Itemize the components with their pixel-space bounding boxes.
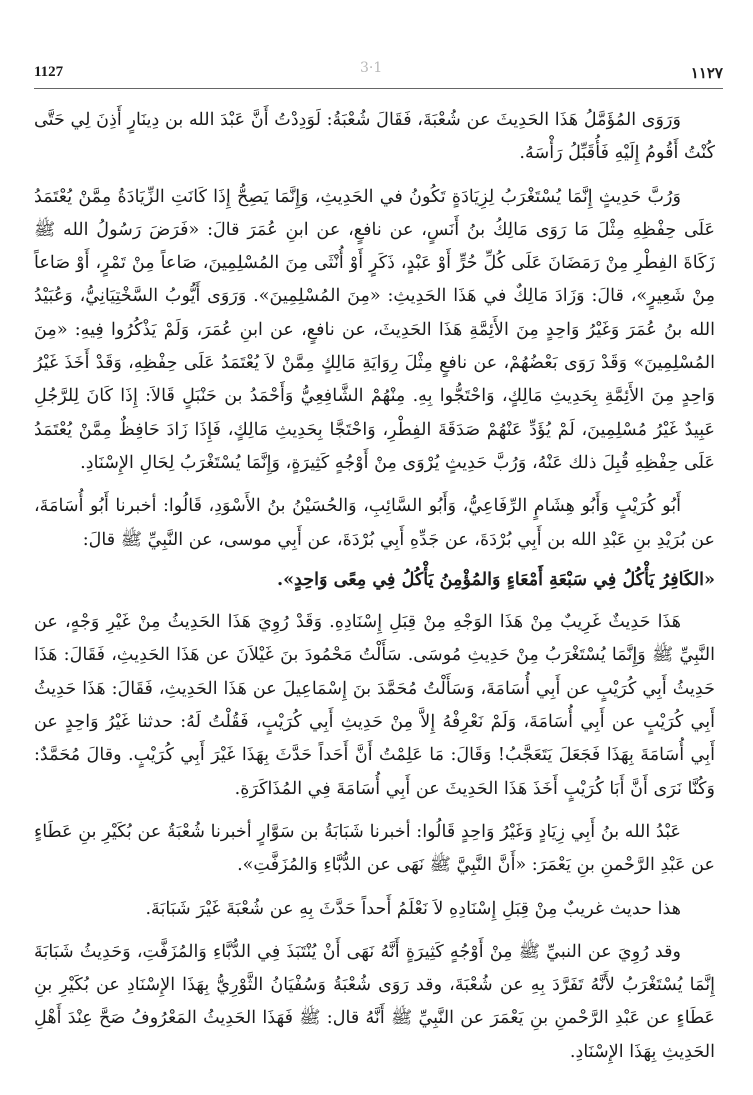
center-mark: 3·1	[360, 60, 383, 76]
paragraph-isnad-abu-kurayb: أَبُو كُرَيْبٍ وَأَبُو هِشَامٍ الرِّفَاعِيُّ، وَأَبُو السَّائِبِ، وَالحُسَيْنُ بنُ الأَسْوَدِ، قَالُوا: أخبرنا أَبُو أُسَامَةَ، عن بُرَيْدِ بنِ عَبْدِ الله بن أَبِي بُرْدَةَ، عن جَدِّهِ أَبِي بُرْدَةَ، عن أَبِي موسى، عن النَّبِيِّ ﷺ قالَ:	[34, 496, 715, 550]
paragraph-gharib-shababa: هذا حديث غريبٌ مِنْ قِبَلِ إِسْنَادِهِ لاَ نَعْلَمُ أَحداً حَدَّثَ بِهِ عن شُعْبَةَ غَيْرَ شَبَابَةَ.	[145, 898, 681, 919]
paragraph-isnad-shababa: عَبْدُ الله بنُ أَبِي زِيَادٍ وَغَيْرُ وَاحِدٍ قَالُوا: أخبرنا شَبَابَةُ بن سَوَّارٍ أخبرنا شُعْبَةُ عن بُكَيْرِ بنِ عَطَاءٍ عن عَبْدِ الرَّحْمنِ بنِ يَعْمَرَ: «أَنَّ النَّبِيَّ ﷺ نَهَى عن الدُّبَّاءِ وَالمُزَفَّتِ».	[34, 821, 715, 876]
paragraph-gharib-commentary: هَذَا حَدِيثٌ غَرِيبٌ مِنْ هَذَا الوَجْهِ مِنْ قِبَلِ إِسْنَادِهِ. وَقَدْ رُوِيَ هَذَا الحَدِيثُ مِنْ غَيْرِ وَجْهٍ، عن النَّبِيِّ ﷺ وَإِنَّمَا يُسْتَغْرَبُ مِنْ حَدِيثِ مُوسَى. سَأَلْتُ مَحْمُودَ بنَ غَيْلاَنَ عن هَذَا الحَدِيثِ، فَقَالَ: هَذَا حَدِيثُ أَبِي كُرَيْبٍ عن أَبِي أُسَامَةَ، وَسَأَلْتُ مُحَمَّدَ بنَ إِسْمَاعِيلَ عن هَذَا الحَدِيثِ، فَقَالَ: هَذَا حَدِيثُ أَبِي كُرَيْبٍ عن أَبِي أُسَامَةَ، وَلَمْ نَعْرِفْهُ إِلاَّ مِنْ حَدِيثِ أَبِي كُرَيْبٍ، فَقُلْتُ لَهُ: حدثنا غَيْرُ وَاحِدٍ عن أَبِي أُسَامَةَ بِهَذَا فَجَعَلَ يَتَعَجَّبُ! وَقَالَ: مَا عَلِمْتُ أَنَّ أَحَداً حَدَّثَ بِهَذَا غَيْرَ أَبِي كُرَيْبٍ. وقالَ مُحَمَّدٌ: وَكُنَّا نَرَى أَنَّ أَبَا كُرَيْبٍ أَخَذَ هَذَا الحَدِيثَ عن أَبِي أُسَامَةَ فِي المُذَاكَرَةِ.	[34, 612, 715, 799]
page-number-latin: 1127	[34, 64, 64, 80]
body-text	[34, 104, 715, 1079]
hadith-matn-seven-intestines: «الكَافِرُ يَأْكُلُ فِي سَبْعَةِ أَمْعَاءٍ وَالمُؤْمِنُ يَأْكُلُ فِي مِعًى وَاحِدٍ».	[276, 568, 715, 590]
page-number-arabic: ١١٢٧	[690, 64, 723, 82]
paragraph-dubba-muzaffat: وقد رُوِيَ عن النبيِّ ﷺ مِنْ أَوْجُهٍ كَثِيرَةٍ أَنَّهُ نَهَى أَنْ يُنْتَبَذَ فِي الدُّبَّاءِ وَالمُزَفَّتِ، وَحَدِيثُ شَبَابَةَ إِنَّمَا يُسْتَغْرَبُ لأَنَّهُ تَفَرَّدَ بِهِ عن شُعْبَةَ، وقد رَوَى شُعْبَةُ وَسُفْيَانُ الثَّوْرِيُّ بِهَذَا الإِسْنَادِ عن بُكَيْرِ بنِ عَطَاءٍ عن عَبْدِ الرَّحْمنِ بنِ يَعْمَرَ عن النَّبِيِّ ﷺ أَنَّهُ قال: ﷺ فَهَذَا الحَدِيثُ المَعْرُوفُ صَحَّ عِنْدَ أَهْلِ الحَدِيثِ بِهَذَا الإِسْنَادِ.	[34, 941, 715, 1062]
header-rule	[34, 88, 723, 89]
paragraph-muammal: وَرَوَى المُؤَمَّلُ هَذَا الحَدِيثَ عن شُعْبَةَ، فَقَالَ شُعْبَةُ: لَوَدِدْتُ أَنَّ عَبْدَ الله بن دِينَارٍ أَذِنَ لِي حَتَّى كُنْتُ أَقُومُ إِلَيْهِ فَأُقَبِّلُ رَأْسَهُ.	[34, 110, 715, 164]
paragraph-ziyada: وَرُبَّ حَدِيثٍ إِنَّمَا يُسْتَغْرَبُ لِزِيَادَةٍ تَكُونُ في الحَدِيثِ، وَإِنَّمَا يَصِحُّ إِذَا كَانَتِ الزِّيَادَةُ مِمَّنْ يُعْتَمَدُ عَلَى حِفْظِهِ مِثْلَ مَا رَوَى مَالِكُ بنُ أَنَسٍ، عن نافعٍ، عن ابنِ عُمَرَ قالَ: «فَرَضَ رَسُولُ الله ﷺ زَكَاةَ الفِطْرِ مِنْ رَمَضَانَ عَلَى كُلِّ حُرٍّ أَوْ عَبْدٍ، ذَكَرٍ أَوْ أُنْثَى مِنَ المُسْلِمِينَ، صَاعاً مِنْ تَمْرٍ، أَوْ صَاعاً مِنْ شَعِيرٍ»، قالَ: وَزَادَ مَالِكٌ في هَذَا الحَدِيثِ: «مِنَ المُسْلِمِينَ». وَرَوَى أَيُّوبُ السَّخْتِيَانِيُّ، وَعُبَيْدُ الله بنُ عُمَرَ وَغَيْرُ وَاحِدٍ مِنَ الأَئِمَّةِ هَذَا الحَدِيثَ، عن نافعٍ، عن ابنِ عُمَرَ، وَلَمْ يَذْكُرُوا فِيهِ: «مِنَ المُسْلِمِينَ» وَقَدْ رَوَى بَعْضُهُمْ، عن نافعٍ مِثْلَ رِوَايَةِ مَالِكٍ مِمَّنْ لاَ يُعْتَمَدُ عَلَى حِفْظِهِ، وَقَدْ أَخَذَ غَيْرُ وَاحِدٍ مِنَ الأَئِمَّةِ بِحَدِيثِ مَالِكٍ، وَاحْتَجُّوا بِهِ. مِنْهُمْ الشَّافِعِيُّ وَأَحْمَدُ بن حَنْبَلٍ قَالاَ: إِذَا كَانَ لِلرَّجُلِ عَبِيدٌ غَيْرُ مُسْلِمِينَ، لَمْ يُؤَدِّ عَنْهُمْ صَدَقَةَ الفِطْرِ، وَاحْتَجَّا بِحَدِيثِ مَالِكٍ، فَإِذَا زَادَ حَافِظٌ مِمَّنْ يُعْتَمَدُ عَلَى حِفْظِهِ قُبِلَ ذلك عَنْهُ، وَرُبَّ حَدِيثٍ يُرْوَى مِنْ أَوْجُهٍ كَثِيرَةٍ، وَإِنَّمَا يُسْتَغْرَبُ لِحَالِ الإِسْنَادِ.	[34, 186, 715, 473]
